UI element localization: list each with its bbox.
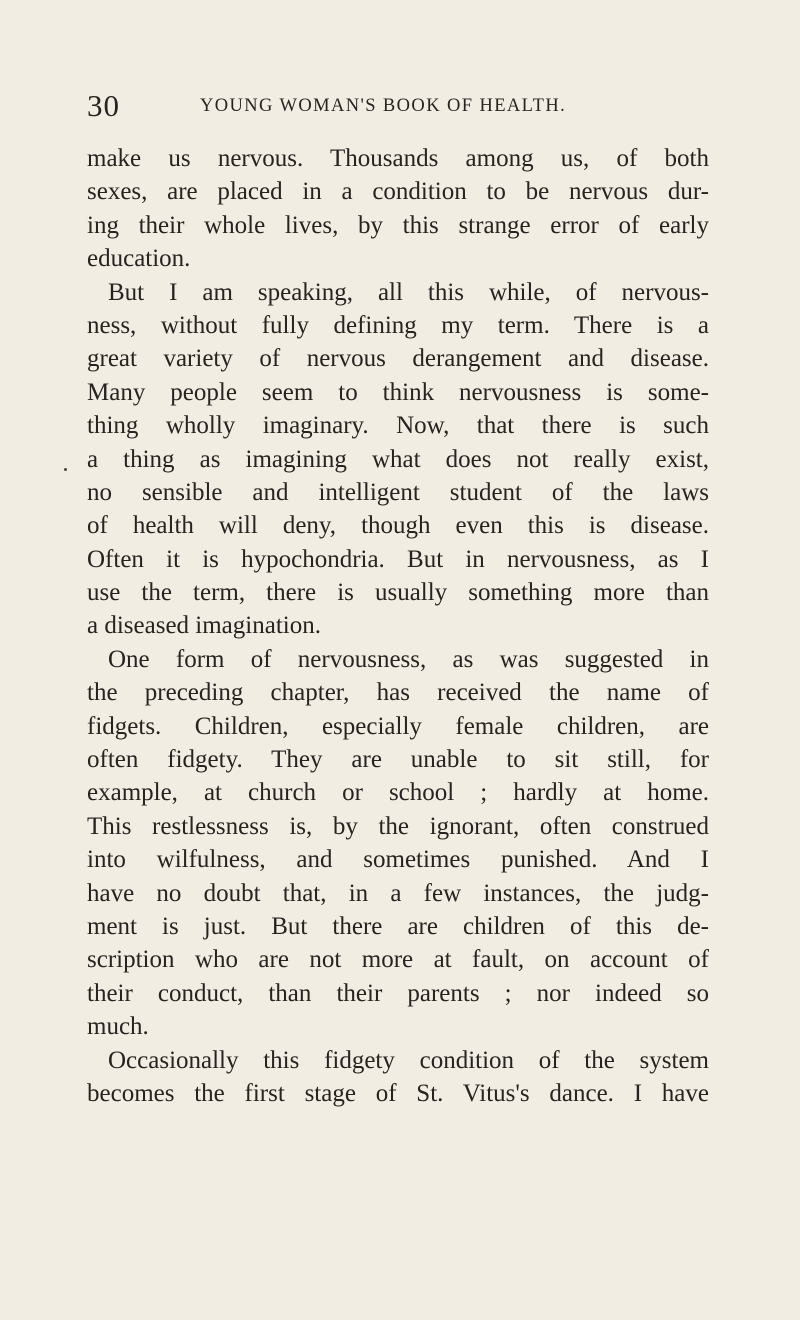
text-line: scription who are not more at fault, on account of [87,946,709,974]
text-line: ness, without fully defining my term. There is a [87,311,709,339]
text-line: becomes the first stage of St. Vitus's dance. I have [87,1079,709,1107]
text-line: education. [87,245,191,273]
text-line: fidgets. Children, especially female children, are [87,712,709,740]
text-line: thing wholly imaginary. Now, that there is such [87,412,709,440]
text-line: much. [87,1013,149,1041]
text-line: ing their whole lives, by this strange error of early [87,211,709,239]
text-line: sexes, are placed in a condition to be nervous dur- [87,178,709,206]
margin-dot [64,468,67,471]
text-line: This restlessness is, by the ignorant, often construed [87,812,709,840]
text-line: a thing as imagining what does not really exist, [87,445,709,473]
text-line: example, at church or school ; hardly at home. [87,779,709,807]
body-text [87,142,709,1110]
text-line: great variety of nervous derangement and disease. [87,345,709,373]
text-line: no sensible and intelligent student of the laws [87,478,709,506]
running-title: YOUNG WOMAN'S BOOK OF HEALTH. [200,96,567,116]
text-line: the preceding chapter, has received the name of [87,679,709,707]
text-line: into wilfulness, and sometimes punished. And I [87,846,709,874]
text-line: often fidgety. They are unable to sit still, for [87,746,709,774]
text-line: a diseased imagination. [87,612,321,640]
text-line: of health will deny, though even this is disease. [87,512,709,540]
text-line: use the term, there is usually something more than [87,579,709,607]
text-line: But I am speaking, all this while, of nervous- [108,278,709,306]
text-line: Many people seem to think nervousness is some- [87,378,709,406]
text-line: ment is just. But there are children of this de- [87,912,709,940]
text-line: Often it is hypochondria. But in nervousness, as I [87,545,709,573]
page-number: 30 [87,88,120,123]
text-line: make us nervous. Thousands among us, of both [87,145,709,172]
page-header [87,86,709,126]
text-line: Occasionally this fidgety condition of the system [108,1046,709,1074]
text-line: One form of nervousness, as was suggested in [108,645,709,673]
text-line: their conduct, than their parents ; nor indeed so [87,979,709,1007]
text-line: have no doubt that, in a few instances, the judg- [87,879,709,907]
